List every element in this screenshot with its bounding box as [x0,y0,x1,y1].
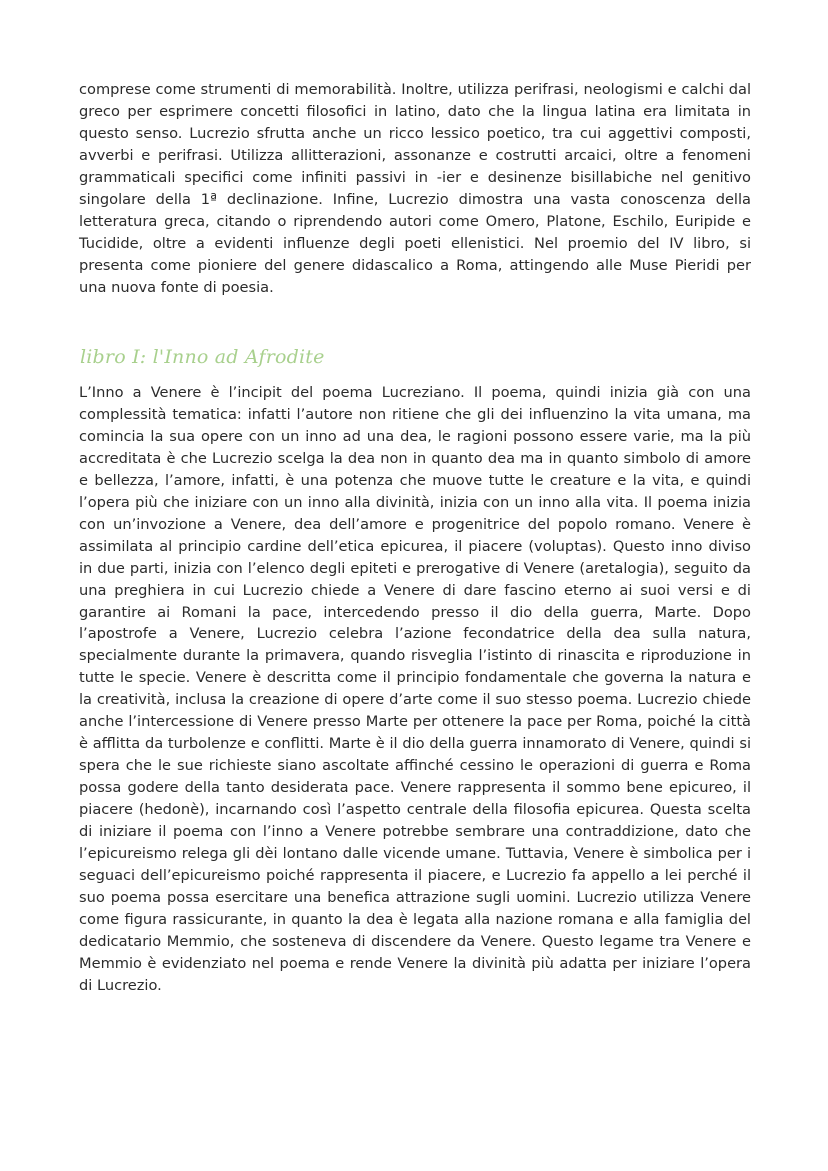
body-paragraph-intro: comprese come strumenti di memorabilità. Inoltre, utilizza perifrasi, neologismi e calchi dal greco per esprimere concetti filosofici in latino, dato che la lingua latina era limitata in questo senso. Lucrezio sfrutta anche un ricco lessico poetico, tra cui aggettivi composti, avverbi e perifrasi. Utilizza allitterazioni, assonanze e costrutti arcaici, oltre a fenomeni grammaticali specifici come infiniti passivi in -ier e desinenze bisillabiche nel genitivo singolare della 1ª declinazione. Infine, Lucrezio dimostra una vasta conoscenza della letteratura greca, citando o riprendendo autori come Omero, Platone, Eschilo, Euripide e Tucidide, oltre a evidenti influenze degli poeti ellenistici. Nel proemio del IV libro, si presenta come pioniere del genere didascalico a Roma, attingendo alle Muse Pieridi per una nuova fonte di poesia. [79,81,751,296]
body-paragraph-inno: L’Inno a Venere è l’incipit del poema Lucreziano. Il poema, quindi inizia già con una complessità tematica: infatti l’autore non ritiene che gli dei influenzino la vita umana, ma comincia la sua opere con un inno ad una dea, le ragioni possono essere varie, ma la più accreditata è che Lucrezio scelga la dea non in quanto dea ma in quanto simbolo di amore e bellezza, l’amore, infatti, è una potenza che muove tutte le creature e la vita, e quindi l’opera più che iniziare con un inno alla divinità, inizia con un inno alla vita. Il poema inizia con un’invozione a Venere, dea dell’amore e progenitrice del popolo romano. Venere è assimilata al principio cardine dell’etica epicurea, il piacere (voluptas). Questo inno diviso in due parti, inizia con l’elenco degli epiteti e prerogative di Venere (aretalogia), seguito da una preghiera in cui Lucrezio chiede a Venere di dare fascino eterno ai suoi versi e di garantire ai Romani la pace, intercedendo presso il dio della guerra, Marte. Dopo l’apostrofe a Venere, Lucrezio celebra l’azione fecondatrice della dea sulla natura, specialmente durante la primavera, quando risveglia l’istinto di rinascita e riproduzione in tutte le specie. Venere è descritta come il principio fondamentale che governa la natura e la creatività, inclusa la creazione di opere d’arte come il suo stesso poema. Lucrezio chiede anche l’intercessione di Venere presso Marte per ottenere la pace per Roma, poiché la città è afflitta da turbolenze e conflitti. Marte è il dio della guerra innamorato di Venere, quindi si spera che le sue richieste siano ascoltate affinché cessino le operazioni di guerra e Roma possa godere della tanto desiderata pace. Venere rappresenta il sommo bene epicureo, il piacere (hedonè), incarnando così l’aspetto centrale della filosofia epicurea. Questa scelta di iniziare il poema con l’inno a Venere potrebbe sembrare una contraddizione, dato che l’epicureismo relega gli dèi lontano dalle vicende umane. Tuttavia, Venere è simbolica per i seguaci dell’epicureismo poiché rappresenta il piacere, e Lucrezio fa appello a lei perché il suo poema possa esercitare una benefica attrazione sugli uomini. Lucrezio utilizza Venere come figura rassicurante, in quanto la dea è legata alla nazione romana e alla famiglia del dedicatario Memmio, che sosteneva di discendere da Venere. Questo legame tra Venere e Memmio è evidenziato nel poema e rende Venere la divinità più adatta per iniziare l’opera di Lucrezio. [79,384,751,994]
section-heading: libro I: l'Inno ad Afrodite [80,346,325,368]
